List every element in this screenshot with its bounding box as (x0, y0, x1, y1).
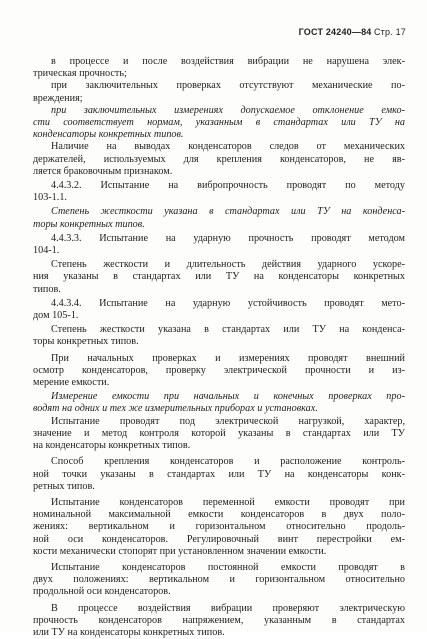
text-line: 104-1. (33, 245, 60, 257)
paragraph (33, 206, 405, 230)
text-line: Измерение емкости при начальных и конечных проверках про- (51, 391, 405, 403)
text-line: 103-1.1. (33, 192, 67, 204)
text-line: Степень жесткости указана в стандартах или ТУ на конденса- (51, 324, 405, 336)
text-line: вреждения; (33, 92, 83, 104)
text-line: трическая прочность; (33, 68, 127, 80)
text-line: двух положениях: вертикальном и горизонтальном относительно (33, 574, 405, 586)
standard-number: ГОСТ 24240—84 (298, 27, 372, 37)
paragraph (33, 562, 405, 599)
text-line: Испытание конденсаторов постоянной емкости проводят в (51, 561, 405, 573)
paragraph (33, 603, 405, 639)
paragraph (33, 233, 405, 257)
paragraph (33, 141, 405, 178)
text-line: продольной оси конденсаторов. (33, 586, 171, 598)
text-line: при заключительных измерениях допускаемое отклонение емко- (51, 104, 405, 116)
paragraph (33, 416, 405, 453)
text-line: в процессе и после воздействия вибрации не нарушена элек- (51, 56, 405, 67)
text-line: 4.4.3.2. Испытание на вибропрочность проводят по методу (51, 180, 405, 192)
paragraph (33, 56, 405, 80)
text-line: Испытание проводят под электрической нагрузкой, характер, (51, 415, 405, 427)
paragraph (33, 353, 405, 390)
text-line: 4.4.3.4. Испытание на ударную устойчивость проводят мето- (51, 297, 405, 309)
text-line: 4.4.3.3. Испытание на ударную прочность проводят методом (51, 232, 405, 244)
text-line: номинальной максимальной емкости конденсаторов в двух поло- (33, 509, 405, 521)
text-line: Способ крепления конденсаторов и расположение контроль- (51, 456, 405, 468)
text-line: кости механически стопорят при установленном значении емкости. (33, 545, 327, 557)
text-line: ляется браковочным признаком. (33, 165, 173, 177)
paragraph (33, 456, 405, 493)
text-line: держателей, используемых для крепления конденсаторов, не яв- (33, 153, 405, 165)
text-line: В процессе воздействия вибрации проверяют электрическую (51, 602, 405, 614)
text-line: дом 105-1. (33, 310, 79, 322)
text-line: При начальных проверках и измерениях проводят внешний (51, 352, 405, 364)
paragraph (33, 497, 405, 558)
text-line: мерение емкости. (33, 377, 110, 389)
paragraph (33, 180, 405, 204)
text-line: торы конкретных типов. (33, 336, 139, 348)
text-line: ния указаны в стандартах или ТУ на конденсаторы конкретных (33, 271, 405, 283)
text-line: ретных типов. (33, 480, 95, 492)
text-line: ной точки указаны в стандартах или ТУ на конденсаторы конк- (33, 468, 405, 480)
text-line: на конденсаторы конкретных типов. (33, 440, 191, 452)
text-line: значение и метод контроля которой указаны в стандартах или ТУ (33, 427, 405, 439)
paragraph (33, 105, 405, 142)
paragraph (33, 324, 405, 348)
text-line: водят на одних и тех же измерительных приборах и установках. (33, 403, 318, 415)
paragraph (33, 298, 405, 322)
text-line: типов. (33, 283, 61, 295)
text-line: или ТУ на конденсаторы конкретных типов. (33, 626, 225, 638)
text-line: Степень жесткости и длительность действия ударного ускоре- (51, 259, 405, 271)
text-line: Степень жесткости указана в стандартах или ТУ на конденса- (51, 206, 405, 218)
text-line: осмотр конденсаторов, проверку электрической прочности и из- (33, 364, 405, 376)
text-line: Наличие на выводах конденсаторов следов от механических (51, 141, 405, 153)
text-line: торы конкретных типов. (33, 218, 145, 230)
text-line: жениях: вертикальном и горизонтальном относительно продоль- (33, 521, 405, 533)
text-line: конденсаторы конкретных типов. (33, 129, 184, 141)
text-line: ной оси конденсаторов. Регулировочный винт перестройки ем- (33, 533, 405, 545)
text-line: прочность конденсаторов напряжением, указанным в стандартах (33, 614, 405, 626)
document-body (33, 56, 405, 639)
text-line: Испытание конденсаторов переменной емкости проводят при (51, 496, 405, 508)
text-line: сти соответствует нормам, указанным в стандартах или ТУ на (33, 117, 405, 129)
paragraph (33, 259, 405, 296)
page-number: Стр. 17 (373, 27, 406, 37)
paragraph (33, 80, 405, 104)
page-header (299, 27, 406, 37)
paragraph (33, 391, 405, 415)
text-line: при заключительных проверках отсутствуют механические по- (51, 80, 405, 92)
